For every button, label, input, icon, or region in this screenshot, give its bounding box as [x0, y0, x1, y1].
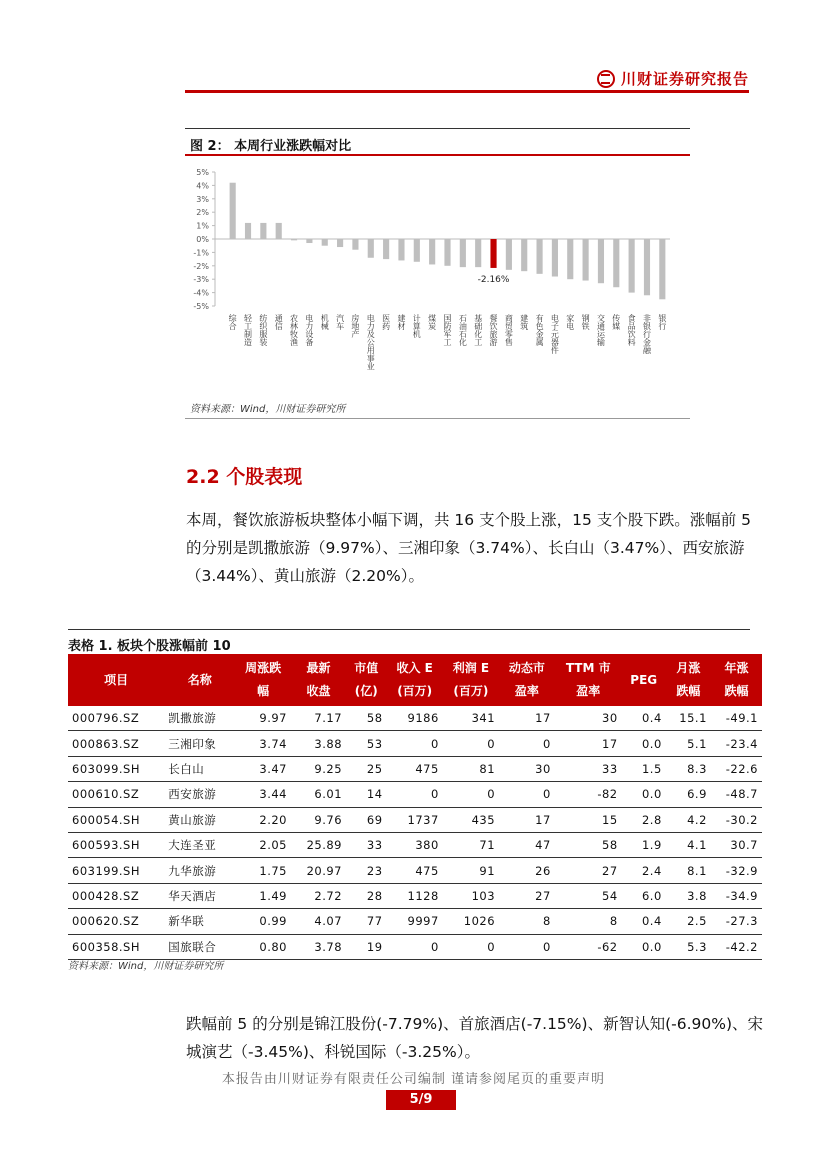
table-cell: 4.07	[291, 909, 346, 934]
table-cell: 1.75	[235, 858, 291, 883]
table-row	[68, 909, 762, 934]
table-cell: 1.49	[235, 883, 291, 908]
table-cell: 华天酒店	[164, 883, 235, 908]
table-cell: -34.9	[711, 883, 762, 908]
table-cell: 2.72	[291, 883, 346, 908]
table-cell: 600054.SH	[68, 807, 164, 832]
y-tick-label: -5%	[193, 302, 209, 311]
table-cell: 91	[443, 858, 499, 883]
table-cell: 53	[346, 731, 387, 756]
table-cell: 1128	[387, 883, 443, 908]
table-cell: -22.6	[711, 756, 762, 781]
table-cell: 0	[499, 934, 555, 959]
column-header-text: 收入 E	[396, 661, 433, 675]
bar	[368, 239, 374, 258]
column-header	[164, 654, 235, 706]
column-header	[235, 654, 291, 706]
table-cell: 9.97	[235, 706, 291, 731]
bar	[337, 239, 343, 247]
x-tick-label: 农林牧渔	[289, 314, 299, 346]
bar	[644, 239, 650, 295]
y-tick-label: 4%	[196, 181, 209, 191]
column-header-text: 利润 E	[452, 661, 490, 675]
table-cell: 新华联	[164, 909, 235, 934]
column-header	[291, 654, 346, 706]
table-cell: 长白山	[164, 756, 235, 781]
table-row	[68, 807, 762, 832]
table-cell: 3.78	[291, 934, 346, 959]
table-row	[68, 858, 762, 883]
table-cell: 435	[443, 807, 499, 832]
x-tick-label: 煤炭	[427, 314, 437, 330]
figure-title: 图 2： 本周行业涨跌幅对比	[190, 139, 352, 154]
table-cell: -42.2	[711, 934, 762, 959]
table-cell: 黄山旅游	[164, 807, 235, 832]
table-cell: 000796.SZ	[68, 706, 164, 731]
x-tick-label: 电力及公用事业	[366, 314, 376, 370]
table-cell: 603099.SH	[68, 756, 164, 781]
footer-disclaimer: 本报告由川财证券有限责任公司编制 谨请参阅尾页的重要声明	[221, 1072, 606, 1087]
column-header-text: 年涨	[724, 661, 749, 675]
bar	[537, 239, 543, 274]
table-cell: 103	[443, 883, 499, 908]
table-cell: -23.4	[711, 731, 762, 756]
bar	[567, 239, 573, 279]
bar	[291, 239, 297, 240]
bar	[659, 239, 665, 299]
table-cell: 0	[387, 731, 443, 756]
page-number: 5/9	[386, 1090, 456, 1110]
column-header-text: 周涨跌	[245, 661, 282, 675]
table-cell: 7.17	[291, 706, 346, 731]
table-cell: 2.20	[235, 807, 291, 832]
table-cell: 8	[555, 909, 622, 934]
table-cell: 380	[387, 832, 443, 857]
bar	[629, 239, 635, 293]
column-header-text: 月涨	[676, 661, 701, 675]
table-cell: 2.05	[235, 832, 291, 857]
table-cell: 000620.SZ	[68, 909, 164, 934]
table-cell: 0	[499, 731, 555, 756]
table-cell: 30	[555, 706, 622, 731]
page-header	[185, 62, 749, 92]
table-cell: 15.1	[666, 706, 711, 731]
column-header-text: PEG	[630, 672, 658, 687]
bar	[352, 239, 358, 250]
x-tick-label: 医药	[381, 314, 391, 330]
table-cell: 1.5	[622, 756, 666, 781]
table-cell: 0	[443, 782, 499, 807]
table-row	[68, 731, 762, 756]
y-tick-label: 0%	[196, 235, 209, 244]
x-tick-label: 建筑	[519, 314, 529, 330]
table-cell: 475	[387, 858, 443, 883]
column-header	[443, 654, 499, 706]
bar	[521, 239, 527, 271]
x-tick-label: 电力设备	[304, 314, 314, 346]
x-tick-label: 传媒	[611, 314, 621, 330]
table-cell: 5.1	[666, 731, 711, 756]
table-cell: 0.4	[622, 909, 666, 934]
table-cell: 30	[499, 756, 555, 781]
bar	[583, 239, 589, 281]
column-header	[346, 654, 387, 706]
x-tick-label: 交通运输	[596, 314, 606, 346]
column-header-text: 项目	[104, 672, 129, 687]
table-cell: 47	[499, 832, 555, 857]
column-header-text: TTM 市	[565, 661, 611, 675]
bar	[460, 239, 466, 267]
brand-name: 川财证券研究报告	[620, 70, 749, 88]
column-header	[387, 654, 443, 706]
bar	[444, 239, 450, 266]
figure-top-rule	[185, 128, 690, 129]
column-header-text: 跌幅	[676, 684, 701, 698]
table-cell: 3.74	[235, 731, 291, 756]
table-row	[68, 832, 762, 857]
table-cell: 71	[443, 832, 499, 857]
bar	[490, 239, 496, 268]
table-cell: 20.97	[291, 858, 346, 883]
table-cell: 6.01	[291, 782, 346, 807]
table-body	[68, 706, 762, 959]
table-cell: 81	[443, 756, 499, 781]
table-row	[68, 706, 762, 731]
table-top-rule	[68, 629, 750, 630]
column-header-text: 收盘	[306, 684, 331, 698]
table-cell: -49.1	[711, 706, 762, 731]
header-divider	[185, 90, 749, 93]
y-tick-label: -3%	[193, 275, 209, 285]
x-tick-label: 电子元器件	[550, 314, 560, 354]
x-tick-label: 机械	[320, 314, 330, 330]
bar	[383, 239, 389, 259]
table-header-row	[68, 654, 762, 706]
table-cell: 69	[346, 807, 387, 832]
table-cell: 3.8	[666, 883, 711, 908]
bar	[245, 223, 251, 239]
x-tick-label: 商贸零售	[504, 314, 514, 346]
column-header	[68, 654, 164, 706]
data-label: -2.16%	[477, 274, 510, 285]
table-cell: 0	[443, 731, 499, 756]
x-tick-label: 汽车	[335, 314, 345, 330]
bar	[552, 239, 558, 277]
table-cell: 0.4	[622, 706, 666, 731]
y-tick-label: -4%	[193, 288, 209, 298]
table-cell: 6.0	[622, 883, 666, 908]
x-tick-label: 房地产	[350, 314, 360, 338]
table-cell: 603199.SH	[68, 858, 164, 883]
table-row	[68, 934, 762, 959]
column-header	[499, 654, 555, 706]
table-cell: 26	[499, 858, 555, 883]
table-cell: 000610.SZ	[68, 782, 164, 807]
y-tick-label: 1%	[196, 221, 209, 231]
table-cell: 8.3	[666, 756, 711, 781]
paragraph-top-gainers: 本周，餐饮旅游板块整体小幅下调，共 16 支个股上涨，15 支个股下跌。涨幅前 5 的分别是凯撒旅游（9.97%）、三湘印象（3.74%）、长白山（3.47%）、西安旅游（3.44%）、黄山旅游（2.20%）。	[186, 511, 752, 585]
bar	[260, 223, 266, 239]
table-cell: 1026	[443, 909, 499, 934]
y-tick-label: 2%	[196, 208, 209, 218]
table-cell: 25	[346, 756, 387, 781]
table-cell: 000428.SZ	[68, 883, 164, 908]
bar	[306, 239, 312, 243]
column-header-text: 盈率	[576, 684, 601, 698]
column-header	[711, 654, 762, 706]
table-cell: 0.99	[235, 909, 291, 934]
y-tick-label: -1%	[193, 248, 209, 258]
x-tick-label: 石油石化	[458, 314, 468, 346]
brand	[597, 68, 749, 89]
bar	[414, 239, 420, 262]
table-cell: 8	[499, 909, 555, 934]
table-cell: -32.9	[711, 858, 762, 883]
table-cell: 600593.SH	[68, 832, 164, 857]
x-tick-label: 餐饮旅游	[489, 314, 499, 346]
x-tick-label: 家电	[565, 314, 575, 330]
bar	[475, 239, 481, 267]
table-cell: -48.7	[711, 782, 762, 807]
table-cell: 19	[346, 934, 387, 959]
table-cell: 9.25	[291, 756, 346, 781]
table-cell: 0	[387, 782, 443, 807]
column-header-text: (百万)	[397, 684, 433, 698]
table-cell: 27	[555, 858, 622, 883]
table-cell: 凯撒旅游	[164, 706, 235, 731]
table-cell: 6.9	[666, 782, 711, 807]
x-tick-label: 银行	[657, 314, 667, 330]
table-cell: 475	[387, 756, 443, 781]
table-cell: 30.7	[711, 832, 762, 857]
column-header	[666, 654, 711, 706]
table-cell: 58	[555, 832, 622, 857]
brand-logo-icon	[597, 70, 615, 88]
table-cell: 2.4	[622, 858, 666, 883]
table-cell: -30.2	[711, 807, 762, 832]
table-caption: 表格 1. 板块个股涨幅前 10	[68, 639, 231, 654]
table-cell: 341	[443, 706, 499, 731]
bar	[429, 239, 435, 264]
bar	[598, 239, 604, 283]
x-tick-label: 有色金属	[535, 314, 545, 346]
table-cell: 8.1	[666, 858, 711, 883]
x-tick-label: 非银行金融	[642, 314, 652, 354]
x-tick-label: 钢铁	[581, 314, 591, 330]
bar	[276, 223, 282, 239]
table-cell: 1737	[387, 807, 443, 832]
figure-bottom-rule	[185, 418, 690, 419]
table-cell: 3.47	[235, 756, 291, 781]
table-row	[68, 883, 762, 908]
table-cell: 58	[346, 706, 387, 731]
table-cell: 3.44	[235, 782, 291, 807]
table-cell: 23	[346, 858, 387, 883]
table-row	[68, 782, 762, 807]
table-cell: 33	[346, 832, 387, 857]
table-cell: 5.3	[666, 934, 711, 959]
y-tick-label: -2%	[193, 261, 209, 271]
x-tick-label: 基础化工	[473, 314, 483, 346]
column-header-text: 幅	[257, 684, 270, 698]
x-tick-label: 通信	[274, 314, 284, 330]
column-header	[622, 654, 666, 706]
y-tick-label: 5%	[196, 168, 209, 177]
x-tick-label: 国防军工	[443, 314, 452, 346]
column-header-text: 市值	[354, 661, 379, 675]
table-cell: 大连圣亚	[164, 832, 235, 857]
y-tick-label: 3%	[196, 194, 209, 204]
x-tick-label: 综合	[228, 314, 238, 330]
table-cell: 国旅联合	[164, 934, 235, 959]
table-cell: 33	[555, 756, 622, 781]
table-cell: 14	[346, 782, 387, 807]
column-header-text: 最新	[306, 661, 331, 675]
column-header-text: (百万)	[453, 684, 489, 698]
table-cell: -27.3	[711, 909, 762, 934]
table-cell: 54	[555, 883, 622, 908]
table-cell: 27	[499, 883, 555, 908]
table-cell: 0	[443, 934, 499, 959]
table-cell: 0.80	[235, 934, 291, 959]
table-cell: -62	[555, 934, 622, 959]
bar	[322, 239, 328, 246]
table-cell: 2.5	[666, 909, 711, 934]
table-cell: 0.0	[622, 934, 666, 959]
column-header-text: 名称	[187, 672, 212, 687]
table-cell: 2.8	[622, 807, 666, 832]
table-cell: 17	[499, 807, 555, 832]
x-tick-label: 纺织服装	[258, 314, 268, 346]
table-source: 资料来源：Wind，川财证券研究所	[68, 961, 224, 972]
bar	[613, 239, 619, 287]
x-tick-label: 轻工制造	[243, 314, 253, 346]
column-header-text: (亿)	[354, 684, 378, 698]
industry-change-chart	[185, 162, 685, 392]
table-cell: 4.1	[666, 832, 711, 857]
table-cell: 9186	[387, 706, 443, 731]
table-cell: 0.0	[622, 731, 666, 756]
section-title: 2.2 个股表现	[186, 466, 303, 488]
column-header-text: 动态市	[508, 661, 545, 675]
table-row	[68, 756, 762, 781]
x-tick-label: 食品饮料	[627, 314, 637, 346]
stock-table	[68, 654, 762, 960]
column-header-text: 盈率	[514, 684, 539, 698]
bar	[506, 239, 512, 270]
x-tick-label: 建材	[396, 314, 406, 330]
table-cell: 西安旅游	[164, 782, 235, 807]
table-cell: 600358.SH	[68, 934, 164, 959]
table-cell: 九华旅游	[164, 858, 235, 883]
table-cell: 17	[555, 731, 622, 756]
column-header-text: 跌幅	[724, 684, 749, 698]
bar	[230, 183, 236, 239]
figure-title-rule	[185, 154, 690, 156]
table-cell: 0.0	[622, 782, 666, 807]
table-cell: 三湘印象	[164, 731, 235, 756]
column-header	[555, 654, 622, 706]
table-cell: 0	[499, 782, 555, 807]
table-cell: 77	[346, 909, 387, 934]
x-tick-label: 计算机	[412, 314, 422, 338]
table-cell: 9997	[387, 909, 443, 934]
table-cell: 9.76	[291, 807, 346, 832]
table-cell: 000863.SZ	[68, 731, 164, 756]
table-cell: 15	[555, 807, 622, 832]
bar	[398, 239, 404, 260]
table-cell: 25.89	[291, 832, 346, 857]
figure-source: 资料来源：Wind，川财证券研究所	[190, 404, 346, 415]
table-cell: 4.2	[666, 807, 711, 832]
table-cell: 0	[387, 934, 443, 959]
table-cell: 1.9	[622, 832, 666, 857]
table-cell: 3.88	[291, 731, 346, 756]
paragraph-top-losers: 跌幅前 5 的分别是锦江股份(-7.79%)、首旅酒店(-7.15%)、新智认知(-6.90%)、宋城演艺（-3.45%)、科锐国际（-3.25%）。	[186, 1015, 763, 1061]
table-cell: 28	[346, 883, 387, 908]
table-cell: -82	[555, 782, 622, 807]
table-cell: 17	[499, 706, 555, 731]
